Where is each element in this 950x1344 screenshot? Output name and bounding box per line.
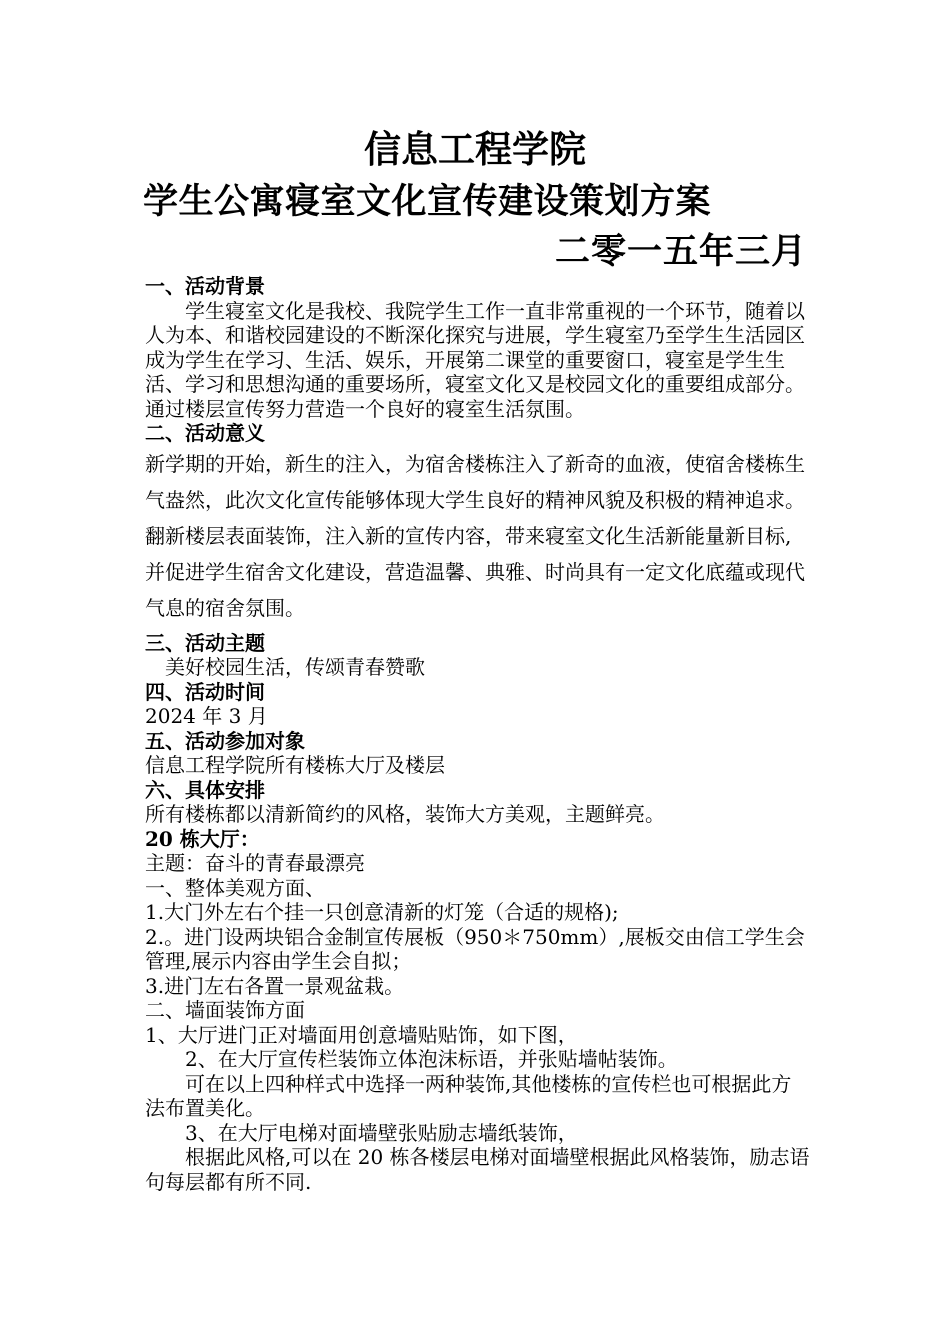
wall-note-2: 根据此风格,可以在 20 栋各楼层电梯对面墙壁根据此风格装饰，励志语句每层都有所不同. — [145, 1145, 810, 1194]
hall-label: 20 栋大厅： — [145, 826, 260, 851]
section-body-participants: 信息工程学院所有楼栋大厅及楼层 — [145, 753, 445, 777]
subsection-overall: 一、整体美观方面、 — [145, 875, 325, 900]
wall-note: 可在以上四种样式中选择一两种装饰,其他楼栋的宣传栏也可根据此方法布置美化。 — [145, 1071, 792, 1120]
section-heading-theme: 三、活动主题 — [145, 630, 265, 655]
document-title: 信息工程学院 — [364, 128, 586, 171]
document-subtitle: 学生公寓寝室文化宣传建设策划方案 — [143, 182, 712, 222]
wall-item-3: 3、在大厅电梯对面墙壁张贴励志墙纸装饰， — [185, 1120, 578, 1145]
arrangement-intro: 所有楼栋都以清新简约的风格，装饰大方美观，主题鲜亮。 — [145, 802, 665, 826]
hall-theme: 主题：奋斗的青春最漂亮 — [145, 851, 365, 875]
section-heading-background: 一、活动背景 — [145, 274, 265, 298]
section-heading-participants: 五、活动参加对象 — [145, 728, 305, 753]
wall-item-2: 2、在大厅宣传栏装饰立体泡沫标语，并张贴墙帖装饰。 — [185, 1047, 678, 1071]
section-heading-arrangement: 六、具体安排 — [145, 777, 265, 802]
document-date: 二零一五年三月 — [554, 232, 807, 272]
wall-item-1: 1、大厅进门正对墙面用创意墙贴贴饰，如下图， — [145, 1022, 578, 1047]
document-body — [145, 274, 810, 1194]
section-body-significance: 新学期的开始，新生的注入，为宿舍楼栋注入了新奇的血液，使宿舍楼栋生气盎然，此次文化宣传能够体现大学生良好的精神风貌及积极的精神追求。翻新楼层表面装饰，注入新的宣传内容，带来寝室文化生活新能量新目标, 并促进学生宿舍文化建设，营造温馨、典雅、时尚具有一定文化底蕴或现代气息的宿舍氛围。 — [145, 451, 805, 620]
overall-item-2: 2.。进门设两块铝合金制宣传展板（950＊750mm）,展板交由信工学生会管理,展示内容由学生会自拟； — [145, 924, 805, 973]
section-heading-time: 四、活动时间 — [145, 679, 265, 704]
subsection-wall: 二、墙面装饰方面 — [145, 998, 305, 1022]
overall-item-1: 1.大门外左右个挂一只创意清新的灯笼（合适的规格); — [145, 900, 619, 924]
overall-item-3: 3.进门左右各置一景观盆栽。 — [145, 973, 405, 998]
section-body-theme: 美好校园生活，传颂青春赞歌 — [165, 655, 425, 679]
section-body-time: 2024 年 3 月 — [145, 704, 268, 728]
section-heading-significance: 二、活动意义 — [145, 421, 265, 445]
section-body-background: 学生寝室文化是我校、我院学生工作一直非常重视的一个环节，随着以人为本、和谐校园建设的不断深化探究与进展，学生寝室乃至学生生活园区成为学生在学习、生活、娱乐，开展第二课堂的重要窗口，寝室是学生生活、学习和思想沟通的重要场所，寝室文化又是校园文化的重要组成部分。通过楼层宣传努力营造一个良好的寝室生活氛围。 — [145, 298, 805, 421]
